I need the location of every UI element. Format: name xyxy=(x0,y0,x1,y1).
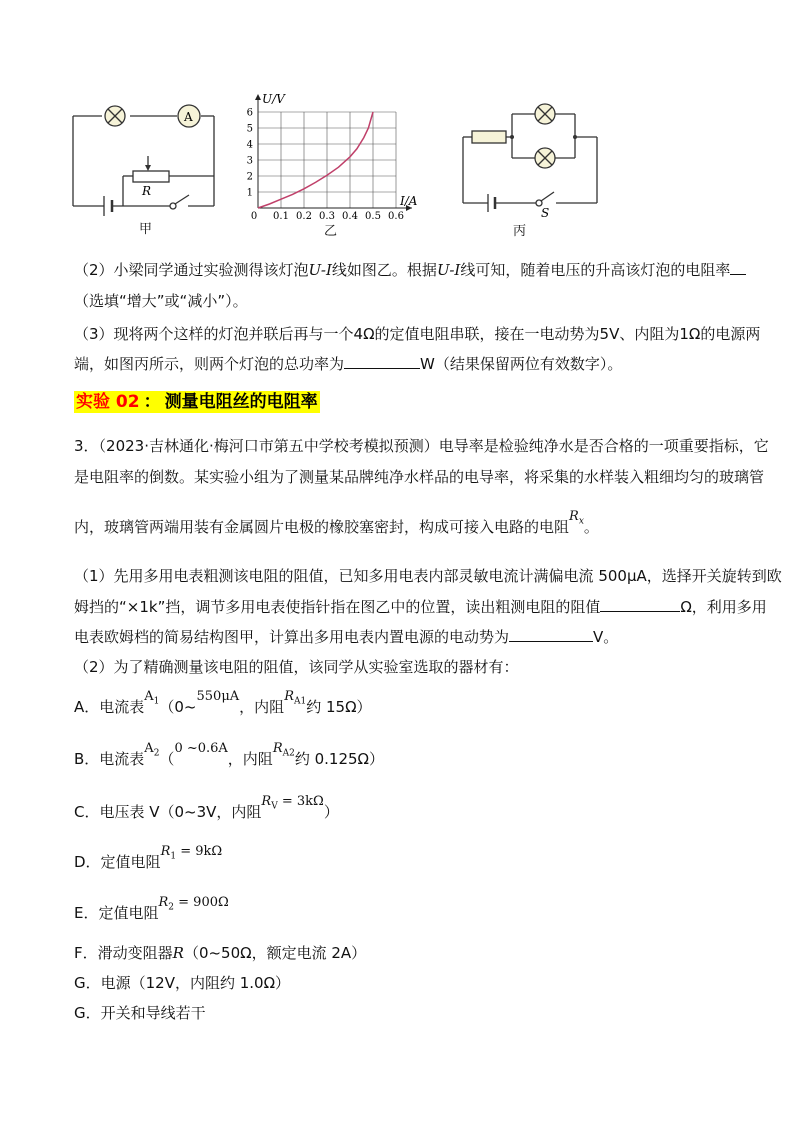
answer-blank-q3[interactable] xyxy=(344,354,420,369)
item-e: E．定值电阻$R_2 = 900\Omega$ xyxy=(74,895,229,922)
caption-bing: 丙 xyxy=(513,224,527,239)
answer-blank-resistance[interactable] xyxy=(600,597,680,612)
answer-blank-emf[interactable] xyxy=(509,627,593,642)
section-heading: 实验 02 ： 测量电阻丝的电阻率 xyxy=(76,392,318,412)
y-axis-label: U/V xyxy=(262,92,285,106)
circuit-bing xyxy=(455,100,605,220)
item-a: A．电流表$A_1(0\sim 550\mu A$，内阻$R_{A1}$约 15Ω） xyxy=(74,689,372,716)
item-b: B．电流表$A_2(0$ ~0.6A，内阻$R_{A2}$约 0.125Ω） xyxy=(74,741,385,768)
p3-s2: （2）为了精确测量该电阻的阻值，该同学从实验室选取的器材有： xyxy=(74,658,519,676)
item-d: D．定值电阻$R_1 = 9k\Omega$ xyxy=(74,844,223,871)
item-c: C．电压表 V（0~3V，内阻$R_V = 3k\Omega$） xyxy=(74,794,339,821)
q3-line1: （3）现将两个这样的灯泡并联后再与一个4Ω的定值电阻串联，接在一电动势为5V、内阻为1Ω的电源两 xyxy=(74,325,761,343)
y-axis-arrow xyxy=(255,94,261,100)
y-tick-label: 2 xyxy=(246,171,253,183)
switch-label: S xyxy=(541,206,550,220)
x-tick-label: 0.4 xyxy=(342,211,358,222)
section-title: 测量电阻丝的电阻率 xyxy=(164,392,318,412)
p3-line3: 内，玻璃管两端用装有金属圆片电极的橡胶塞密封，构成可接入电路的电阻$R_x$。 xyxy=(74,509,599,536)
p3-s1-line3: 电表欧姆档的简易结构图甲，计算出多用电表内置电源的电动势为 V。 xyxy=(74,628,619,646)
y-tick-label: 6 xyxy=(246,107,253,119)
x-tick-label: 0.3 xyxy=(319,211,335,222)
x-tick-label: 0.6 xyxy=(388,211,404,222)
item-g: G．电源（12V，内阻约 1.0Ω） xyxy=(74,974,291,992)
p3-line2: 是电阻率的倒数。某实验小组为了测量某品牌纯净水样品的电导率，将采集的水样装入粗细均匀的玻璃管 xyxy=(74,468,765,486)
y-tick-label: 5 xyxy=(246,123,253,135)
ui-chart xyxy=(238,90,438,238)
circuit-jia xyxy=(60,92,230,232)
ammeter-label: A xyxy=(184,110,193,124)
p3-line1: 3．（2023·吉林通化·梅河口市第五中学校考模拟预测）电导率是检验纯净水是否合格的一项重要指标，它 xyxy=(74,437,769,455)
y-tick-label: 3 xyxy=(246,155,253,167)
y-tick-label: 1 xyxy=(246,187,253,199)
rheostat-label: R xyxy=(142,184,152,198)
x-tick-label: 0.1 xyxy=(273,211,289,222)
caption-yi: 乙 xyxy=(324,224,338,239)
caption-jia: 甲 xyxy=(139,222,153,237)
q2-line1: （2）小梁同学通过实验测得该灯泡U-I线如图乙。根据U-I线可知，随着电压的升高该灯泡的电阻率 xyxy=(74,260,746,280)
y-tick-label: 4 xyxy=(246,139,253,151)
x-tick-label: 0 xyxy=(250,211,258,222)
x-axis-label: I/A xyxy=(400,194,418,208)
q2-line2: （选填“增大”或“减小”）。 xyxy=(74,292,248,310)
x-tick-label: 0.2 xyxy=(296,211,312,222)
p3-s1-line2: 姆挡的“×1k”挡，调节多用电表使指针指在图乙中的位置，读出粗测电阻的阻值 Ω，利用多用 xyxy=(74,598,767,616)
item-f: F．滑动变阻器R（0~50Ω，额定电流 2A） xyxy=(74,944,367,962)
p3-s1-line1: （1）先用多用电表粗测该电阻的阻值，已知多用电表内部灵敏电流计满偏电流 500μA，选择开关旋转到欧 xyxy=(74,567,782,585)
answer-blank-q2[interactable] xyxy=(730,260,746,275)
item-h: G．开关和导线若干 xyxy=(74,1004,206,1022)
q3-line2: 端，如图丙所示，则两个灯泡的总功率为 W（结果保留两位有效数字）。 xyxy=(74,355,623,373)
x-tick-label: 0.5 xyxy=(365,211,381,222)
section-number: 实验 02 xyxy=(76,392,140,412)
